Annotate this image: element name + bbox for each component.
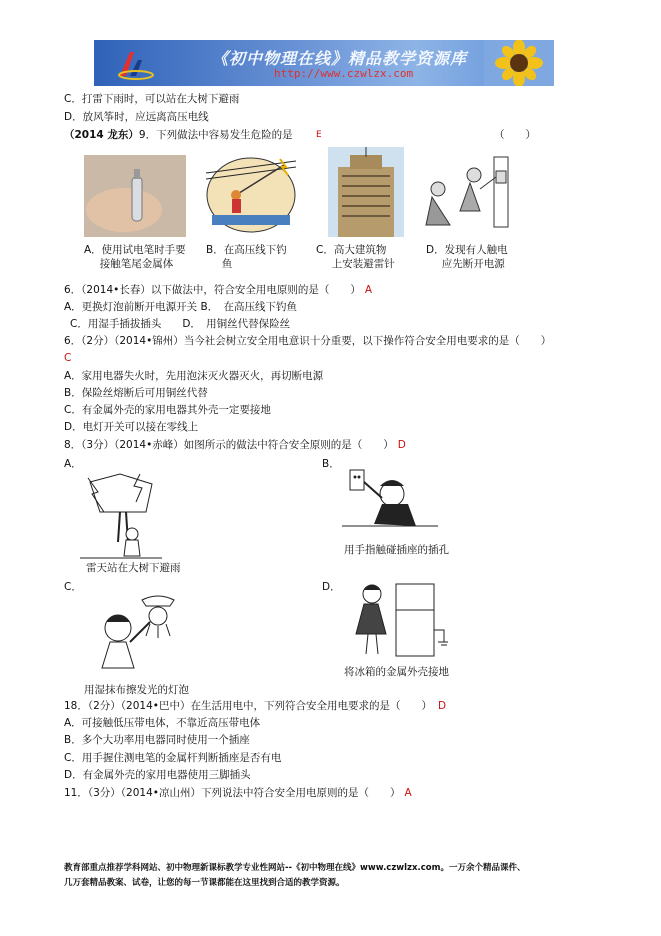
option-line: A．可接触低压带电体，不靠近高压带电体 bbox=[64, 717, 261, 729]
option-line: A．更换灯泡前断开电源开关 B． 在高压线下钓鱼 bbox=[64, 301, 297, 313]
banner-title: 《初中物理在线》精品教学资源库 bbox=[212, 49, 468, 68]
test-pen-photo bbox=[84, 155, 186, 237]
option-line: A．家用电器失火时，先用泡沫灭火器灭火，再切断电源 bbox=[64, 370, 324, 382]
figure-caption: 雷天站在大树下避雨 bbox=[86, 562, 181, 574]
banner-url[interactable]: http://www.czwlzx.com bbox=[274, 67, 414, 80]
answer-paren: （ ） bbox=[494, 129, 536, 141]
question-source: （2014 龙东） bbox=[64, 129, 139, 141]
footer-line: 教育部重点推荐学科网站、初中物理新课标教学专业性网站--《初中物理在线》www.czwlzx.com。一万余个精品课件、 bbox=[64, 863, 526, 873]
question-text: 9．下列做法中容易发生危险的是 bbox=[138, 129, 293, 141]
site-logo-icon bbox=[116, 48, 156, 80]
answer-mark: A bbox=[364, 284, 373, 296]
option-line: D．有金属外壳的家用电器使用三脚插头 bbox=[64, 769, 251, 781]
option-caption: A．使用试电笔时手要 接触笔尾金属体 bbox=[84, 244, 186, 270]
fridge-grounding-drawing bbox=[340, 580, 450, 660]
answer-mark: C bbox=[64, 352, 72, 364]
option-line: D．电灯开关可以接在零线上 bbox=[64, 421, 199, 433]
option-line: B．多个大功率用电器同时使用一个插座 bbox=[64, 734, 250, 746]
electric-shock-rescue-drawing bbox=[420, 155, 515, 237]
option-caption: B．在高压线下钓 鱼 bbox=[206, 244, 287, 270]
option-line: C．用手握住测电笔的金属杆判断插座是否有电 bbox=[64, 752, 282, 764]
header-banner bbox=[94, 40, 554, 86]
option-line: B．保险丝熔断后可用铜丝代替 bbox=[64, 387, 208, 399]
option-label: B． bbox=[322, 458, 340, 470]
option-label: D． bbox=[322, 581, 341, 593]
question-text: 6．（2014•长春）以下做法中，符合安全用电原则的是（ ） bbox=[64, 284, 361, 296]
option-label: C． bbox=[64, 581, 82, 593]
option-label: A． bbox=[64, 458, 82, 470]
option-caption: D．发现有人触电 应先断开电源 bbox=[426, 244, 508, 270]
option-caption: C．高大建筑物 上安装避雷针 bbox=[316, 244, 395, 270]
fishing-under-powerline-drawing bbox=[206, 155, 296, 233]
question-text: 18．（2分）（2014•巴中）在生活用电中，下列符合安全用电要求的是（ ） bbox=[64, 700, 432, 712]
figure-caption: 用湿抹布擦发光的灯泡 bbox=[84, 684, 189, 696]
question-text: 6．（2分）（2014•锦州）当今社会树立安全用电意识十分重要，以下操作符合安全用电要求的是（ ） bbox=[64, 335, 552, 347]
tree-lightning-drawing bbox=[80, 472, 162, 560]
answer-mark: D bbox=[437, 700, 447, 712]
building-lightning-rod-photo bbox=[328, 147, 404, 237]
finger-in-socket-drawing bbox=[342, 464, 438, 534]
option-line: C．用湿手插拔插头 D． 用铜丝代替保险丝 bbox=[70, 318, 291, 330]
answer-mark: E bbox=[316, 130, 322, 140]
answer-mark: D bbox=[397, 439, 406, 451]
option-line: C．有金属外壳的家用电器其外壳一定要接地 bbox=[64, 404, 271, 416]
question-text: 11．（3分）（2014•凉山州）下列说法中符合安全用电原则的是（ ） bbox=[64, 787, 401, 799]
answer-mark: A bbox=[404, 787, 412, 799]
text-line: D．放风筝时，应远离高压电线 bbox=[64, 111, 209, 123]
figure-caption: 将冰箱的金属外壳接地 bbox=[344, 666, 449, 678]
footer-line: 几万套精品教案、试卷，让您的每一节课都能在这里找到合适的教学资源。 bbox=[64, 878, 345, 888]
wiping-bulb-drawing bbox=[84, 592, 184, 670]
figure-caption: 用手指触碰插座的插孔 bbox=[344, 544, 449, 556]
sunflower-icon bbox=[484, 40, 554, 86]
question-text: 8．（3分）（2014•赤峰）如图所示的做法中符合安全原则的是（ ） bbox=[64, 439, 394, 451]
text-line: C．打雷下雨时，可以站在大树下避雨 bbox=[64, 93, 240, 105]
